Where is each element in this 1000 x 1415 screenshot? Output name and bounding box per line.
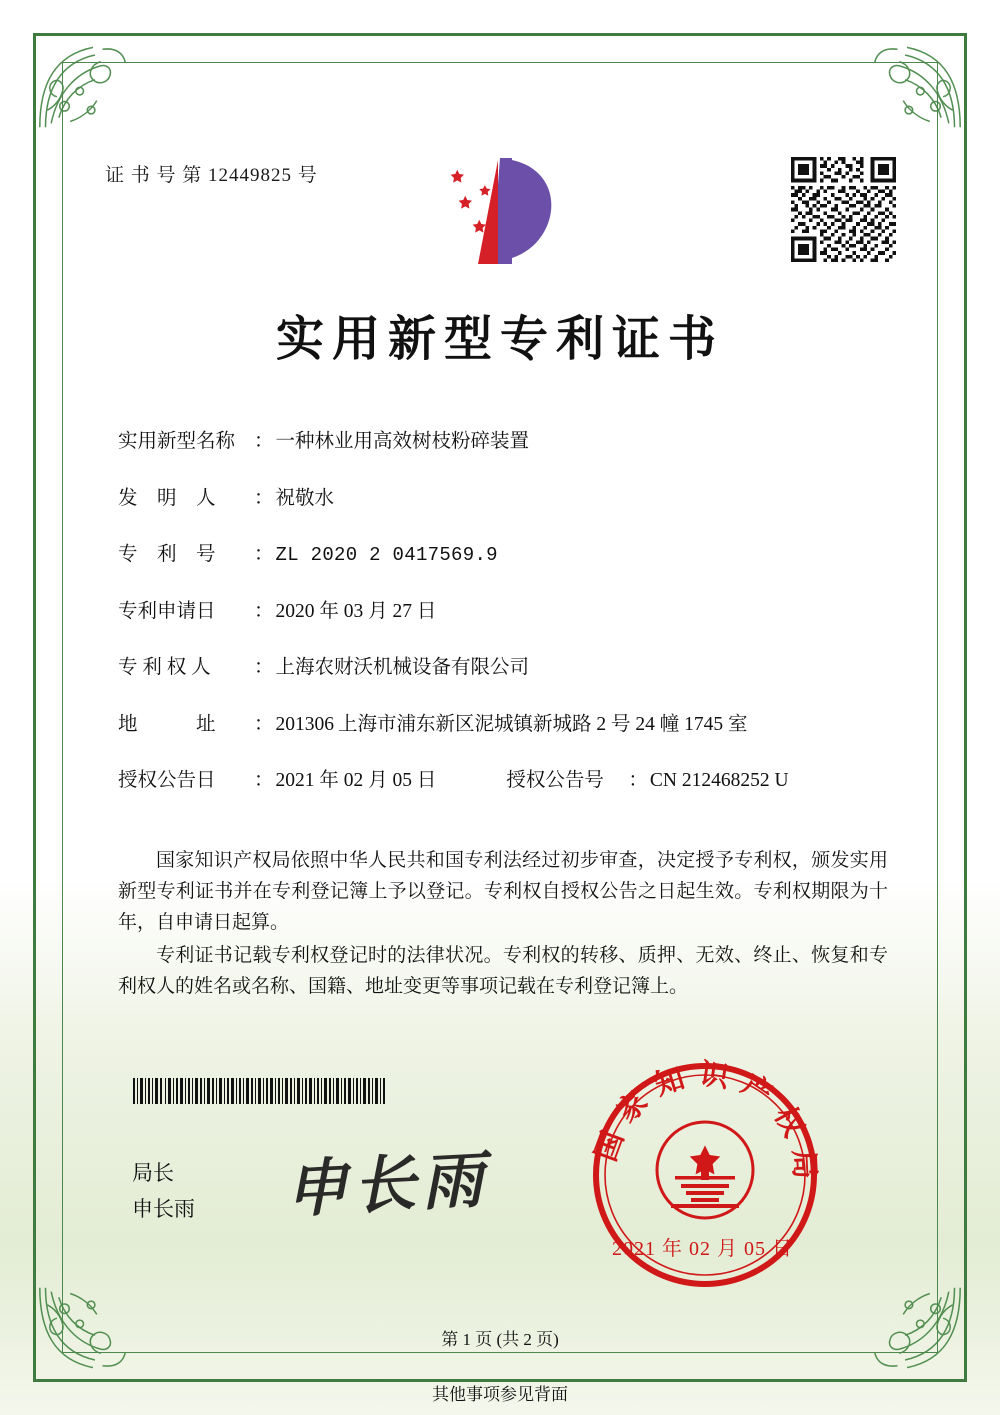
grant-date-label: 授权公告日 bbox=[118, 770, 216, 791]
qr-code bbox=[791, 157, 896, 262]
field-value: 祝敬水 bbox=[275, 487, 335, 509]
legal-paragraph-1: 国家知识产权局依照中华人民共和国专利法经过初步审查，决定授予专利权，颁发实用新型专利证书并在专利登记簿上予以登记。专利权自授权公告之日起生效。专利权期限为十年，自申请日起算。 bbox=[118, 850, 888, 933]
page-title: 实用新型专利证书 bbox=[275, 311, 724, 367]
handwritten-signature: 申长雨 bbox=[283, 1142, 492, 1227]
cnipa-logo-icon bbox=[432, 152, 572, 272]
grant-number-label: 授权公告号 bbox=[506, 770, 604, 791]
field-utility-model-name bbox=[118, 425, 890, 453]
grant-number-colon: ： bbox=[628, 770, 648, 791]
director-title: 局长 bbox=[132, 1161, 174, 1185]
field-colon: ： bbox=[254, 544, 274, 565]
field-address bbox=[118, 708, 890, 736]
seal-date: 2021 年 02 月 05 日 bbox=[612, 1238, 793, 1260]
corner-ornament-icon bbox=[36, 36, 131, 131]
grant-number-value: CN 212468252 U bbox=[649, 770, 789, 791]
field-value: 一种林业用高效树枝粉碎装置 bbox=[275, 431, 530, 452]
field-patent-number bbox=[118, 538, 890, 566]
field-label: 地 址 bbox=[118, 713, 216, 735]
field-value: ZL 2020 2 0417569.9 bbox=[275, 544, 498, 566]
svg-text:国家知识产权局: 国家知识产权局 bbox=[588, 1058, 823, 1192]
field-value-postcode: 201306 bbox=[275, 713, 335, 735]
field-value-address: 上海市浦东新区泥城镇新城路 2 号 24 幢 1745 室 bbox=[338, 713, 748, 735]
field-label: 专 利 权 人 bbox=[118, 657, 211, 678]
grant-date-value: 2021 年 02 月 05 日 bbox=[275, 770, 437, 791]
field-inventor bbox=[118, 482, 890, 510]
field-colon: ： bbox=[254, 431, 274, 452]
page-number: 第 1 页 (共 2 页) bbox=[441, 1330, 559, 1349]
field-value: 2020 年 03 月 27 日 bbox=[275, 600, 437, 622]
field-application-date bbox=[118, 595, 890, 623]
director-block bbox=[132, 1155, 195, 1227]
field-label: 发 明 人 bbox=[118, 487, 216, 509]
field-colon: ： bbox=[254, 487, 274, 509]
field-label: 专 利 号 bbox=[118, 544, 216, 565]
legal-text-block bbox=[118, 845, 888, 1004]
director-name: 申长雨 bbox=[132, 1197, 195, 1221]
field-grant-row bbox=[118, 764, 890, 792]
field-patentee bbox=[118, 651, 890, 679]
field-colon: ： bbox=[254, 657, 274, 678]
grant-date-colon: ： bbox=[254, 770, 274, 791]
barcode bbox=[133, 1078, 388, 1104]
field-colon: ： bbox=[254, 600, 274, 622]
field-label: 专利申请日 bbox=[118, 600, 216, 622]
footer-note: 其他事项参见背面 bbox=[432, 1385, 568, 1404]
legal-paragraph-2: 专利证书记载专利权登记时的法律状况。专利权的转移、质押、无效、终止、恢复和专利权人的姓名或名称、国籍、地址变更等事项记载在专利登记簿上。 bbox=[118, 945, 888, 997]
field-colon: ： bbox=[254, 713, 274, 735]
field-value: 上海农财沃机械设备有限公司 bbox=[275, 657, 530, 678]
corner-ornament-icon bbox=[869, 36, 964, 131]
field-label: 实用新型名称 bbox=[118, 431, 236, 452]
fields-block bbox=[118, 425, 890, 821]
certificate-number: 证 书 号 第 12449825 号 bbox=[105, 165, 318, 186]
